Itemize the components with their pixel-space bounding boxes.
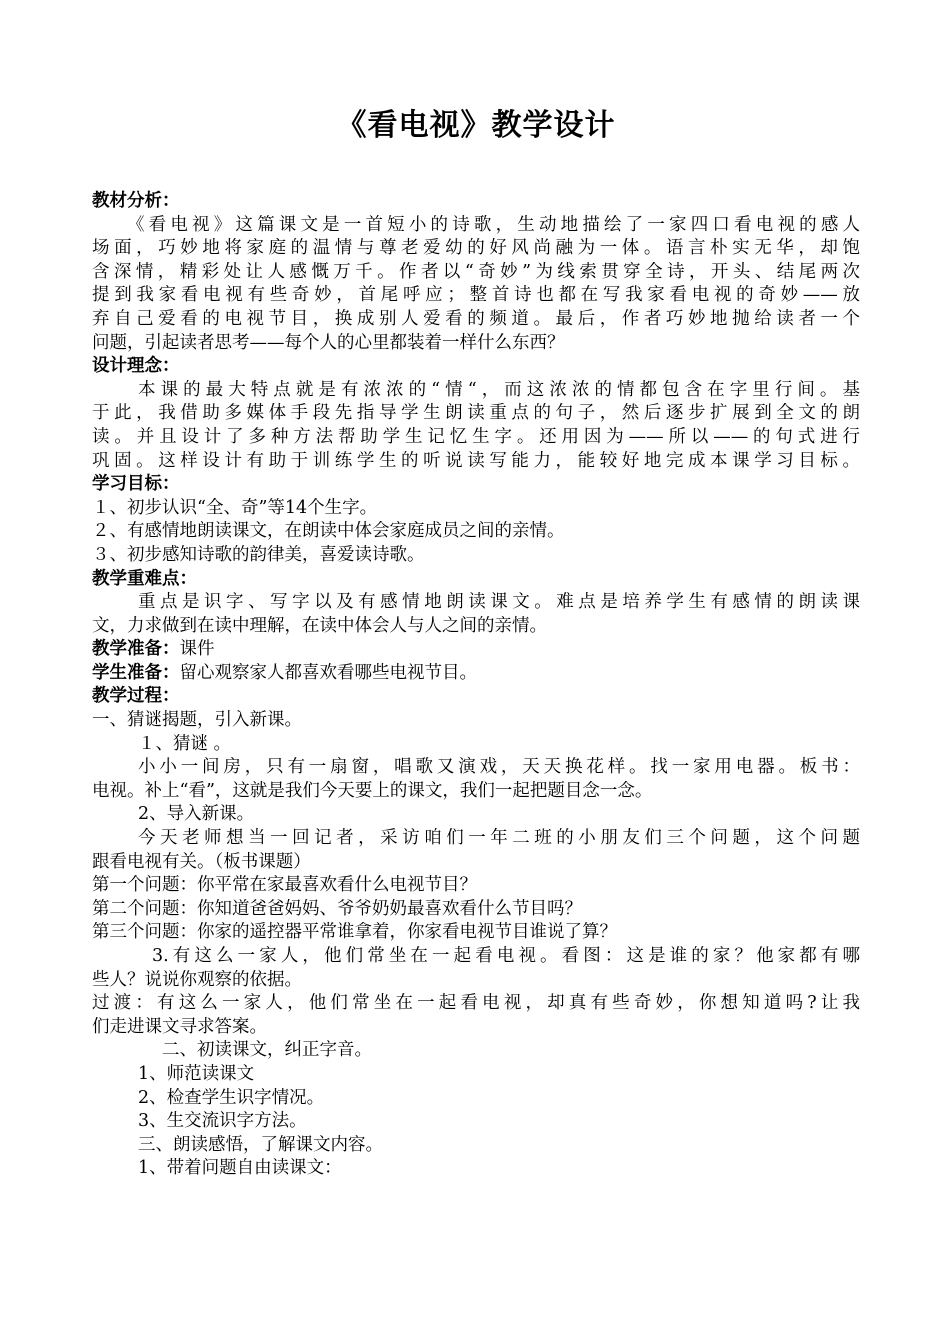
text-line: 2、导入新课。 xyxy=(138,804,255,825)
text-line: 含深情，精彩处让人感慨万千。作者以“奇妙”为线索贯穿全诗，开头、结尾两次 xyxy=(92,261,860,282)
text-line: 一、猜谜揭题，引入新课。 xyxy=(92,710,302,731)
text-line: 二、初读课文，纠正字音。 xyxy=(162,1040,372,1061)
text-line: 过渡：有这么一家人，他们常坐在一起看电视，却真有些奇妙，你想知道吗?让我 xyxy=(92,993,860,1014)
text-line xyxy=(92,638,860,662)
text-line: 本课的最大特点就是有浓浓的“情“，而这浓浓的情都包含在字里行间。基 xyxy=(138,379,860,400)
section-heading: 设计理念： xyxy=(92,356,180,377)
text-line: 些人？说说你观察的依据。 xyxy=(92,969,302,990)
text-line: 电视。补上“看”，这就是我们今天要上的课文，我们一起把题目念一念。 xyxy=(92,780,653,801)
text-line: １、初步认识“全、奇”等14个生字。 xyxy=(92,497,378,518)
text-line: ３、初步感知诗歌的韵律美，喜爱读诗歌。 xyxy=(92,544,425,565)
inline-text: 留心观察家人都喜欢看哪些电视节目。 xyxy=(179,662,477,683)
text-line: 今天老师想当一回记者，采访咱们一年二班的小朋友们三个问题，这个问题 xyxy=(138,828,860,849)
text-line: 文，力求做到在读中理解，在读中体会人与人之间的亲情。 xyxy=(92,615,547,636)
text-line: 于此，我借助多媒体手段先指导学生朗读重点的句子，然后逐步扩展到全文的朗 xyxy=(92,403,860,424)
text-line: 重点是识字、写字以及有感情地朗读课文。难点是培养学生有感情的朗读课 xyxy=(138,592,860,613)
text-line xyxy=(92,662,860,686)
section-heading: 教材分析： xyxy=(92,191,180,211)
text-line: ２、有感情地朗读课文，在朗读中体会家庭成员之间的亲情。 xyxy=(92,521,565,542)
text-line: 1、师范读课文 xyxy=(138,1063,255,1084)
document-page xyxy=(92,100,860,1181)
document-body xyxy=(92,190,860,1181)
text-line: １、猜谜 。 xyxy=(138,733,232,754)
text-line: 弃自己爱看的电视节目，换成别人爱看的频道。最后，作者巧妙地抛给读者一个 xyxy=(92,308,860,329)
text-line: 第三个问题：你家的遥控器平常谁拿着，你家看电视节目谁说了算？ xyxy=(92,922,617,943)
text-line: 3、生交流识字方法。 xyxy=(138,1111,307,1132)
inline-text: 课件 xyxy=(179,639,215,660)
text-line: 读。并且设计了多种方法帮助学生记忆生字。还用因为——所以——的句式进行 xyxy=(92,426,860,447)
text-line: 小小一间房，只有一扇窗，唱歌又演戏，天天换花样。找一家用电器。板书： xyxy=(138,757,860,778)
text-line: 2、检查学生识字情况。 xyxy=(138,1087,325,1108)
section-heading: 教学过程： xyxy=(92,686,180,707)
inline-heading: 教学准备： xyxy=(92,639,180,660)
section-heading: 教学重难点： xyxy=(92,568,197,589)
inline-heading: 学生准备： xyxy=(92,662,180,683)
text-line: 们走进课文寻求答案。 xyxy=(92,1016,267,1037)
section-heading: 学习目标： xyxy=(92,474,180,495)
text-line: 3.有这么一家人，他们常坐在一起看电视。看图：这是谁的家？他家都有哪 xyxy=(152,946,860,966)
text-line: 巩固。这样设计有助于训练学生的听说读写能力，能较好地完成本课学习目标。 xyxy=(92,450,860,471)
text-line: 场面，巧妙地将家庭的温情与尊老爱幼的好风尚融为一体。语言朴实无华，却饱 xyxy=(92,238,860,259)
text-line: 问题，引起读者思考——每个人的心里都装着一样什么东西？ xyxy=(92,332,565,353)
text-line: 提到我家看电视有些奇妙，首尾呼应；整首诗也都在写我家看电视的奇妙——放 xyxy=(92,285,860,306)
document-title: 《看电视》教学设计 xyxy=(336,108,616,143)
text-line: 第二个问题：你知道爸爸妈妈、爷爷奶奶最喜欢看什么节目吗？ xyxy=(92,898,582,919)
text-line: 三、朗读感悟，了解课文内容。 xyxy=(138,1134,383,1155)
text-line: 跟看电视有关。（板书课题） xyxy=(92,851,311,872)
text-line: 第一个问题：你平常在家最喜欢看什么电视节目？ xyxy=(92,875,477,896)
text-line: 1、带着问题自由读课文： xyxy=(138,1158,342,1179)
text-line: 《看电视》这篇课文是一首短小的诗歌，生动地描绘了一家四口看电视的感人 xyxy=(127,214,860,235)
